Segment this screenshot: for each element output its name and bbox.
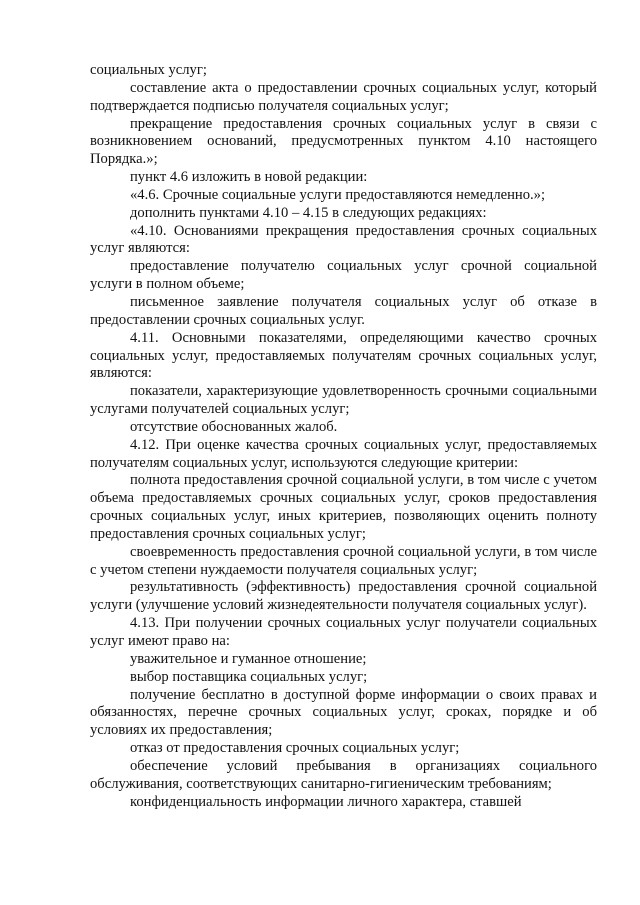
paragraph: отказ от предоставления срочных социальных услуг; xyxy=(130,740,460,757)
paragraph: дополнить пунктами 4.10 – 4.15 в следующих редакциях: xyxy=(130,204,487,221)
paragraph: 4.11. Основными показателями, определяющими качество срочных социальных услуг, предоставляемых получателям срочных социальных услуг, являются: xyxy=(90,329,597,382)
paragraph: 4.12. При оценке качества срочных социальных услуг, предоставляемых получателям социальных услуг, используются следующие критерии: xyxy=(90,436,597,471)
paragraph: отсутствие обоснованных жалоб. xyxy=(130,418,338,435)
paragraph: конфиденциальность информации личного характера, ставшей xyxy=(130,793,522,810)
paragraph: полнота предоставления срочной социальной услуги, в том числе с учетом объема предоставляемых срочных социальных услуг, сроков предоставления срочных социальных услуг, иных критериев, позволяющих оценить полноту предоставления срочных социальных услуг; xyxy=(90,472,597,542)
paragraph: показатели, характеризующие удовлетворенность срочными социальными услугами получателей социальных услуг; xyxy=(90,383,597,418)
paragraph: социальных услуг; xyxy=(90,62,207,78)
paragraph: письменное заявление получателя социальных услуг об отказе в предоставлении срочных социальных услуг. xyxy=(90,293,597,328)
paragraph: получение бесплатно в доступной форме информации о своих правах и обязанностях, перечне срочных социальных услуг, сроках, порядке и об условиях их предоставления; xyxy=(90,686,597,739)
document-body xyxy=(90,62,597,811)
paragraph: уважительное и гуманное отношение; xyxy=(130,650,367,667)
paragraph: составление акта о предоставлении срочных социальных услуг, который подтверждается подписью получателя социальных услуг; xyxy=(90,79,597,114)
paragraph: прекращение предоставления срочных социальных услуг в связи с возникновением оснований, предусмотренных пунктом 4.10 настоящего Порядка.»; xyxy=(90,115,597,168)
paragraph: результативность (эффективность) предоставления срочной социальной услуги (улучшение условий жизнедеятельности получателя социальных услуг). xyxy=(90,579,597,614)
paragraph: «4.10. Основаниями прекращения предоставления срочных социальных услуг являются: xyxy=(90,222,597,257)
paragraph: выбор поставщика социальных услуг; xyxy=(130,668,368,685)
paragraph: 4.13. При получении срочных социальных услуг получатели социальных услуг имеют право на: xyxy=(90,615,597,649)
paragraph: предоставление получателю социальных услуг срочной социальной услуги в полном объеме; xyxy=(90,258,597,293)
paragraph: «4.6. Срочные социальные услуги предоставляются немедленно.»; xyxy=(130,186,546,203)
paragraph: обеспечение условий пребывания в организациях социального обслуживания, соответствующих санитарно-гигиеническим требованиям; xyxy=(90,757,597,792)
paragraph: пункт 4.6 изложить в новой редакции: xyxy=(130,169,368,186)
paragraph: своевременность предоставления срочной социальной услуги, в том числе с учетом степени нуждаемости получателя социальных услуг; xyxy=(90,543,597,578)
